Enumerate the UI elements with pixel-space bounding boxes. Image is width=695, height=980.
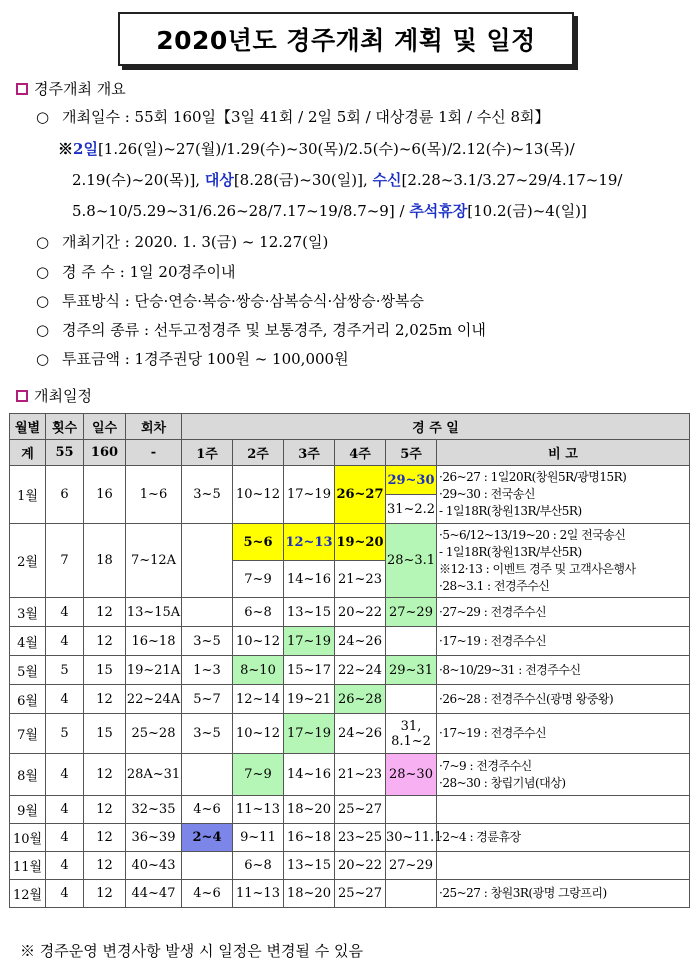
table-header-row: 월별 횟수 일수 회차 경 주 일: [10, 414, 690, 440]
overview-note-line3: 5.8~10/5.29~31/6.26~28/7.17~19/8.7~9] / 추석휴장[10.2(금)~4(일)]: [72, 202, 587, 220]
section-overview-heading: [16, 78, 126, 99]
square-bullet-icon: [16, 390, 28, 402]
table-row: 4월 4 12 16~18 3~5 10~12 17~19 24~26 ·17~19 : 전경주수신: [10, 627, 690, 656]
table-row: 31~2.2: [10, 495, 690, 524]
schedule-table: [9, 413, 690, 908]
table-row: 2월 7 18 7~12A 5~6 12~13 19~20 28~3.1 ·5~6/12~13/19~20 : 2일 전국송신 - 1일18R(창원13R/부산5R) ※12·13 : 이벤트 경주 및 고객사은행사 ·28~3.1 : 전경주수신: [10, 524, 690, 561]
overview-betting: ○ 투표방식 : 단승·연승·복승·쌍승·삼복승식·삼쌍승·쌍복승: [36, 292, 424, 310]
table-summary-row: 계 55 160 - 1주 2주 3주 4주 5주 비 고: [10, 440, 690, 466]
page-title-box: [118, 12, 574, 66]
table-row: 1월 6 16 1~6 3~5 10~12 17~19 26~27 29~30 ·26~27 : 1일20R(창원5R/광명15R) ·29~30 : 전국송신 - 1일18R(창원13R/부산5R): [10, 466, 690, 495]
circle-bullet-icon: ○: [36, 263, 50, 281]
square-bullet-icon: [16, 83, 28, 95]
table-row: 3월 4 12 13~15A 6~8 13~15 20~22 27~29 ·27~29 : 전경주수신: [10, 598, 690, 627]
section-heading-text: 개최일정: [34, 387, 92, 405]
row-note: ·26~27 : 1일20R(창원5R/광명15R) ·29~30 : 전국송신 - 1일18R(창원13R/부산5R): [437, 466, 690, 524]
circle-bullet-icon: ○: [36, 292, 50, 310]
table-row: 6월 4 12 22~24A 5~7 12~14 19~21 26~28 ·26~28 : 전경주수신(광명 왕중왕): [10, 685, 690, 714]
table-row: 9월 4 12 32~35 4~6 11~13 18~20 25~27: [10, 796, 690, 824]
footer-note: ※ 경주운영 변경사항 발생 시 일정은 변경될 수 있음: [20, 942, 363, 960]
table-row: 7~9 14~16 21~23: [10, 561, 690, 598]
table-row: 8월 4 12 28A~31 7~9 14~16 21~23 28~30 ·7~9 : 전경주수신 ·28~30 : 창립기념(대상): [10, 754, 690, 796]
overview-note-line2: 2.19(수)~20(목)], 대상[8.28(금)~30(일)], 수신[2.28~3.1/3.27~29/4.17~19/: [72, 171, 623, 189]
row-note: ·7~9 : 전경주수신 ·28~30 : 창립기념(대상): [437, 754, 690, 796]
circle-bullet-icon: ○: [36, 350, 50, 368]
section-schedule-heading: [16, 385, 92, 406]
section-heading-text: 경주개최 개요: [34, 80, 126, 98]
overview-note-line1: ※2일[1.26(일)~27(월)/1.29(수)~30(목)/2.5(수)~6(목)/2.12(수)~13(목)/: [58, 140, 575, 158]
circle-bullet-icon: ○: [36, 233, 50, 251]
circle-bullet-icon: ○: [36, 108, 50, 126]
overview-days: ○ 개최일수 : 55회 160일【3일 41회 / 2일 5회 / 대상경륜 1회 / 수신 8회】: [36, 108, 550, 126]
table-row: 12월 4 12 44~47 4~6 11~13 18~20 25~27 ·25~27 : 창원3R(광명 그랑프리): [10, 880, 690, 908]
overview-period: ○ 개최기간 : 2020. 1. 3(금) ~ 12.27(일): [36, 233, 329, 251]
table-row: 10월 4 12 36~39 2~4 9~11 16~18 23~25 30~11.1 ·2~4 : 경륜휴장: [10, 824, 690, 852]
row-note: ·5~6/12~13/19~20 : 2일 전국송신 - 1일18R(창원13R/부산5R) ※12·13 : 이벤트 경주 및 고객사은행사 ·28~3.1 : 전경주수신: [437, 524, 690, 598]
page-title: 2020년도 경주개최 계획 및 일정: [156, 26, 536, 55]
table-row: 7월 5 15 25~28 3~5 10~12 17~19 24~26 31, 8.1~2 ·17~19 : 전경주수신: [10, 714, 690, 754]
table-row: 5월 5 15 19~21A 1~3 8~10 15~17 22~24 29~31 ·8~10/29~31 : 전경주수신: [10, 656, 690, 685]
overview-race-types: ○ 경주의 종류 : 선두고정경주 및 보통경주, 경주거리 2,025m 이내: [36, 321, 486, 339]
table-row: 11월 4 12 40~43 6~8 13~15 20~22 27~29: [10, 852, 690, 880]
overview-bet-amount: ○ 투표금액 : 1경주권당 100원 ~ 100,000원: [36, 350, 349, 368]
overview-races: ○ 경 주 수 : 1일 20경주이내: [36, 263, 236, 281]
circle-bullet-icon: ○: [36, 321, 50, 339]
